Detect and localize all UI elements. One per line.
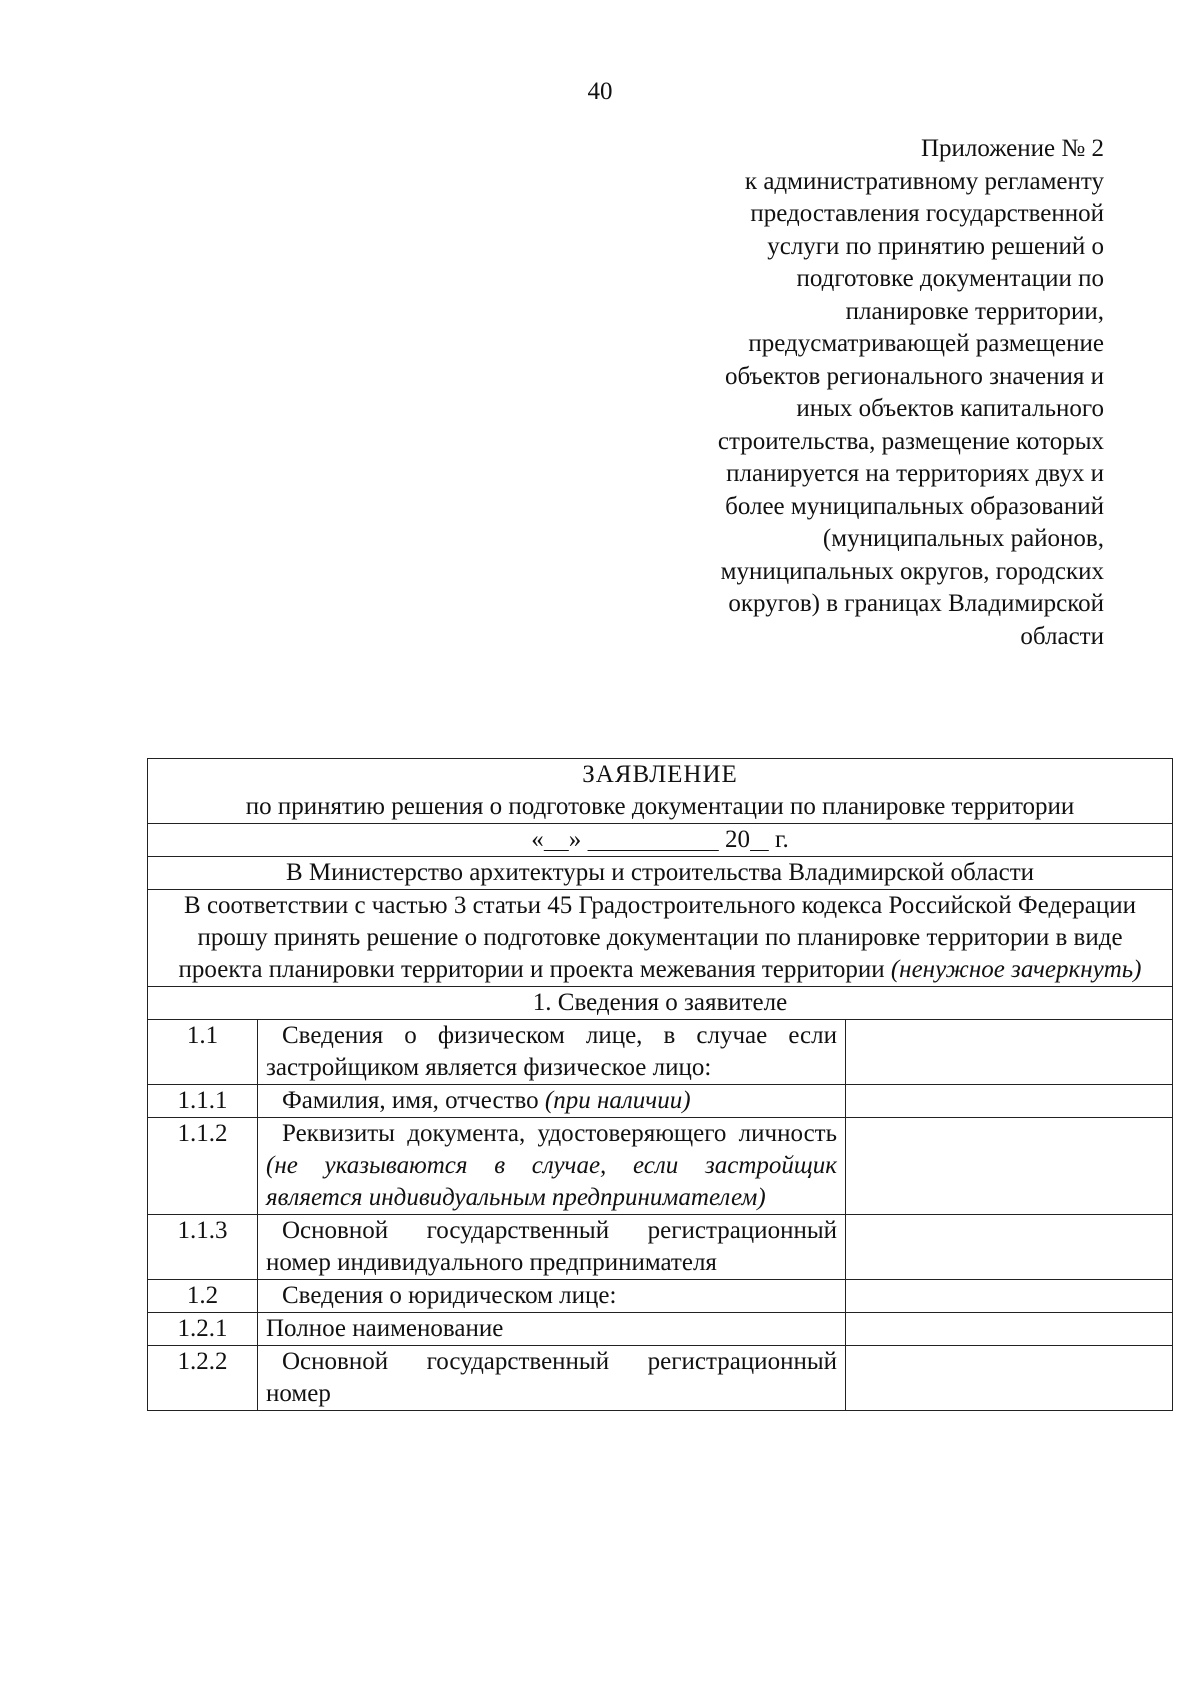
row-value-field[interactable]: [846, 1118, 1173, 1215]
appendix-line: муниципальных округов, городских: [720, 557, 1104, 585]
request-row: [148, 890, 1173, 987]
row-number: 1.1.1: [148, 1085, 258, 1118]
appendix-line: округов) в границах Владимирской: [728, 590, 1104, 617]
row-value-field[interactable]: [846, 1280, 1173, 1313]
form-header-row: [148, 759, 1173, 824]
row-note: (не указываются в случае, если застройщик является индивидуальным предпринимателем): [266, 1152, 837, 1211]
row-value-field[interactable]: [846, 1313, 1173, 1346]
date-suffix: г.: [768, 826, 789, 853]
row-value-field[interactable]: [846, 1020, 1173, 1085]
appendix-line: (муниципальных районов,: [822, 525, 1104, 552]
date-row: [148, 824, 1173, 857]
row-label-cell: [258, 1118, 846, 1215]
row-label: Полное наименование: [266, 1315, 504, 1342]
appendix-line: иных объектов капитального: [796, 395, 1104, 422]
appendix-line: услуги по принятию решений о: [767, 232, 1104, 260]
row-label: Реквизиты документа, удостоверяющего личность: [282, 1120, 837, 1147]
row-number: 1.2.2: [148, 1346, 258, 1411]
row-label-cell: [258, 1346, 846, 1411]
appendix-line: планировке территории,: [845, 297, 1104, 325]
table-row: [148, 1215, 1173, 1280]
appendix-line: к административному регламенту: [744, 167, 1104, 195]
table-row: [148, 1085, 1173, 1118]
appendix-line: подготовке документации по: [796, 265, 1104, 292]
row-value-field[interactable]: [846, 1085, 1173, 1118]
row-label-cell: [258, 1215, 846, 1280]
row-label: Основной государственный регистрационный номер: [266, 1348, 837, 1407]
row-number: 1.1.2: [148, 1118, 258, 1215]
date-open-quote: «: [531, 826, 544, 853]
appendix-line: предусматривающей размещение: [748, 330, 1104, 357]
request-cell: [148, 890, 1173, 987]
date-year-prefix: 20: [725, 826, 751, 853]
appendix-line: строительства, размещение которых: [717, 427, 1104, 455]
date-close-quote: »: [568, 826, 582, 853]
date-field[interactable]: [148, 824, 1173, 857]
table-row: [148, 1118, 1173, 1215]
section-title-row: [148, 987, 1173, 1020]
row-number: 1.2.1: [148, 1313, 258, 1346]
request-note: (ненужное зачеркнуть): [890, 956, 1142, 983]
row-value-field[interactable]: [846, 1215, 1173, 1280]
row-label: Сведения о физическом лице, в случае если застройщиком является физическое лицо:: [266, 1022, 837, 1081]
row-value-field[interactable]: [846, 1346, 1173, 1411]
date-day-blank[interactable]: [544, 826, 569, 853]
form-header-cell: [148, 759, 1173, 824]
request-text: В соответствии с частью 3 статьи 45 Градостроительного кодекса Российской Федерации прошу принять решение о подготовке документации по планировке территории в виде проекта планировки территории и проекта межевания территории: [178, 892, 1136, 983]
table-row: [148, 1346, 1173, 1411]
form-subtitle: по принятию решения о подготовке документации по планировке территории: [245, 793, 1075, 820]
appendix-line: объектов регионального значения и: [724, 362, 1104, 390]
appendix-line: области: [1020, 622, 1104, 650]
table-row: [148, 1020, 1173, 1085]
application-form-table: [147, 758, 1173, 1411]
table-row: [148, 1280, 1173, 1313]
row-note: (при наличии): [544, 1087, 691, 1114]
page-number: 40: [587, 78, 613, 105]
row-label-cell: [258, 1020, 846, 1085]
appendix-header: [584, 133, 1104, 653]
addressee: В Министерство архитектуры и строительства Владимирской области: [148, 857, 1173, 890]
appendix-line: более муниципальных образований: [725, 492, 1104, 520]
table-row: [148, 1313, 1173, 1346]
form-title: ЗАЯВЛЕНИЕ: [582, 761, 738, 788]
date-month-blank[interactable]: [588, 826, 719, 853]
row-label-cell: [258, 1313, 846, 1346]
appendix-line: предоставления государственной: [750, 200, 1104, 227]
appendix-line: Приложение № 2: [920, 135, 1104, 162]
row-label: Сведения о юридическом лице:: [282, 1282, 617, 1309]
row-label: Основной государственный регистрационный номер индивидуального предпринимателя: [266, 1217, 837, 1276]
row-number: 1.1.3: [148, 1215, 258, 1280]
row-label: Фамилия, имя, отчество: [282, 1087, 539, 1114]
row-number: 1.2: [148, 1280, 258, 1313]
appendix-line: планируется на территориях двух и: [726, 460, 1104, 487]
row-label-cell: [258, 1280, 846, 1313]
addressee-row: [148, 857, 1173, 890]
date-year-blank[interactable]: [750, 826, 769, 853]
section-1-title: 1. Сведения о заявителе: [148, 987, 1173, 1020]
row-number: 1.1: [148, 1020, 258, 1085]
row-label-cell: [258, 1085, 846, 1118]
